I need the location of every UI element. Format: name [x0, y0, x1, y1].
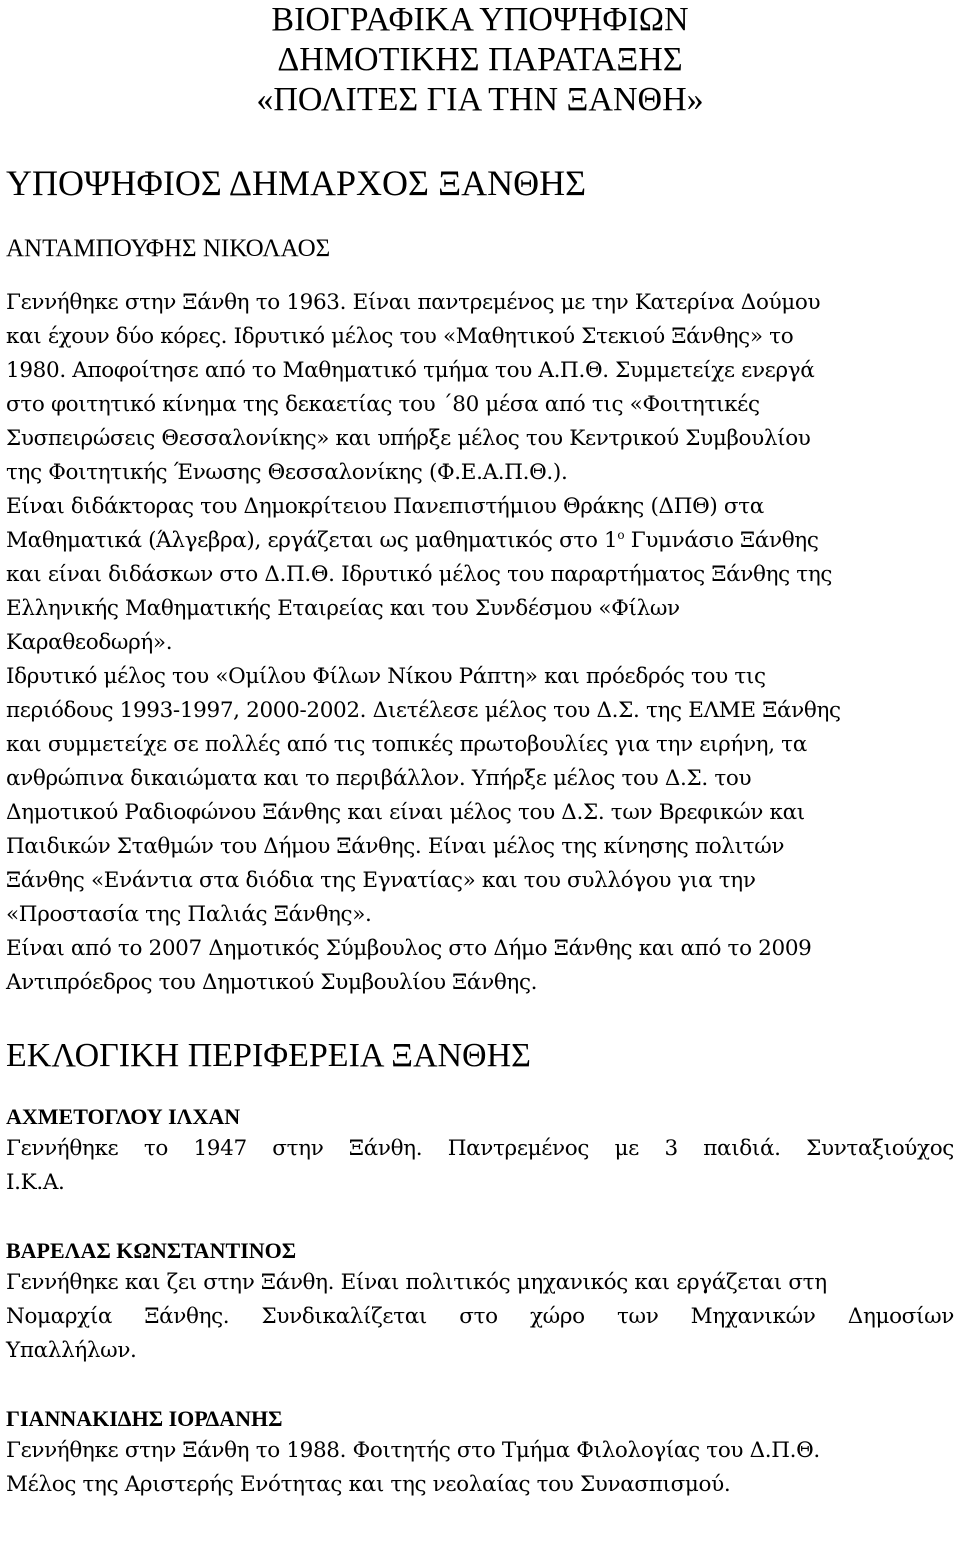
document-page — [6, 0, 954, 1502]
mayor-bio — [6, 286, 954, 1000]
candidate-bio-line: Νομαρχία Ξάνθης. Συνδικαλίζεται στο χώρο των Μηχανικών Δημοσίων — [6, 1304, 954, 1329]
bio-line: και συμμετείχε σε πολλές από τις τοπικές πρωτοβουλίες για την ειρήνη, τα — [6, 732, 807, 757]
bio-line: Ιδρυτικό μέλος του «Ομίλου Φίλων Νίκου Ράπτη» και πρόεδρός του τις — [6, 664, 766, 689]
candidate-bio-line: Υπαλλήλων. — [6, 1338, 137, 1363]
candidate-bio — [6, 1434, 954, 1502]
candidate-bio — [6, 1132, 954, 1200]
bio-line: Ξάνθης «Ενάντια στα διόδια της Εγνατίας» και του συλλόγου για την — [6, 868, 756, 893]
candidate-name: ΒΑΡΕΛΑΣ ΚΩΝΣΤΑΝΤΙΝΟΣ — [6, 1238, 297, 1263]
bio-line: ανθρώπινα δικαιώματα και το περιβάλλον. Υπήρξε μέλος του Δ.Σ. του — [6, 766, 752, 791]
bio-line: Καραθεοδωρή». — [6, 630, 173, 655]
bio-line: Γεννήθηκε στην Ξάνθη το 1963. Είναι παντρεμένος με την Κατερίνα Δούμου — [6, 290, 821, 315]
mayor-heading: ΥΠΟΨΗΦΙΟΣ ΔΗΜΑΡΧΟΣ ΞΑΝΘΗΣ — [6, 163, 587, 203]
candidate-bio-line: Ι.Κ.Α. — [6, 1170, 65, 1195]
bio-line: και έχουν δύο κόρες. Ιδρυτικό μέλος του «Μαθητικού Στεκιού Ξάνθης» το — [6, 324, 794, 349]
bio-line: και είναι διδάσκων στο Δ.Π.Θ. Ιδρυτικό μέλος του παραρτήματος Ξάνθης της — [6, 562, 833, 587]
candidate-entry — [6, 1404, 954, 1502]
bio-line: Παιδικών Σταθμών του Δήμου Ξάνθης. Είναι μέλος της κίνησης πολιτών — [6, 834, 785, 859]
mayor-name: ΑΝΤΑΜΠΟΥΦΗΣ ΝΙΚΟΛΑΟΣ — [6, 235, 331, 262]
bio-line: Είναι από το 2007 Δημοτικός Σύμβουλος στο Δήμο Ξάνθης και από το 2009 — [6, 936, 812, 961]
candidate-entry — [6, 1102, 954, 1200]
bio-line: Είναι διδάκτορας του Δημοκρίτειου Πανεπιστήμιου Θράκης (ΔΠΘ) στα — [6, 494, 764, 519]
candidate-bio-line: Γεννήθηκε και ζει στην Ξάνθη. Είναι πολιτικός μηχανικός και εργάζεται στη — [6, 1270, 827, 1295]
bio-line: Ελληνικής Μαθηματικής Εταιρείας και του Συνδέσμου «Φίλων — [6, 596, 680, 621]
candidate-name: ΓΙΑΝΝΑΚΙΔΗΣ ΙΟΡΔΑΝΗΣ — [6, 1406, 283, 1431]
bio-line: περιόδους 1993-1997, 2000-2002. Διετέλεσε μέλος του Δ.Σ. της ΕΛΜΕ Ξάνθης — [6, 698, 841, 723]
title-line-1: ΒΙΟΓΡΑΦΙΚΑ ΥΠΟΨΗΦΙΩΝ — [271, 1, 689, 38]
candidate-bio — [6, 1266, 954, 1368]
candidate-bio-line: Γεννήθηκε το 1947 στην Ξάνθη. Παντρεμένος με 3 παιδιά. Συνταξιούχος — [6, 1136, 954, 1161]
bio-line: στο φοιτητικό κίνημα της δεκαετίας του ΄80 μέσα από τις «Φοιτητικές — [6, 392, 760, 417]
candidate-entry — [6, 1236, 954, 1368]
bio-line: Δημοτικού Ραδιοφώνου Ξάνθης και είναι μέλος του Δ.Σ. των Βρεφικών και — [6, 800, 805, 825]
candidate-bio-line: Μέλος της Αριστερής Ενότητας και της νεολαίας του Συνασπισμού. — [6, 1472, 731, 1497]
ordinal-superscript: ο — [617, 528, 625, 542]
bio-line: της Φοιτητικής Ένωσης Θεσσαλονίκης (Φ.Ε.Α.Π.Θ.). — [6, 460, 568, 485]
candidate-bio-line: Γεννήθηκε στην Ξάνθη το 1988. Φοιτητής στο Τμήμα Φιλολογίας του Δ.Π.Θ. — [6, 1438, 820, 1463]
candidate-name: ΑΧΜΕΤΟΓΛΟΥ ΙΛΧΑΝ — [6, 1104, 241, 1129]
bio-line-8-end: Γυμνάσιο Ξάνθης — [624, 528, 819, 553]
title-line-2: ΔΗΜΟΤΙΚΗΣ ΠΑΡΑΤΑΞΗΣ — [277, 41, 683, 78]
bio-line-8-start: Μαθηματικά (Άλγεβρα), εργάζεται ως μαθηματικός στο 1 — [6, 528, 618, 553]
region-heading: ΕΚΛΟΓΙΚΗ ΠΕΡΙΦΕΡΕΙΑ ΞΑΝΘΗΣ — [6, 1037, 531, 1074]
bio-line: «Προστασία της Παλιάς Ξάνθης». — [6, 902, 372, 927]
bio-line: 1980. Αποφοίτησε από το Μαθηματικό τμήμα του Α.Π.Θ. Συμμετείχε ενεργά — [6, 358, 815, 383]
title-line-3: «ΠΟΛΙΤΕΣ ΓΙΑ ΤΗΝ ΞΑΝΘΗ» — [256, 81, 704, 118]
bio-line — [6, 524, 954, 558]
bio-line: Αντιπρόεδρος του Δημοτικού Συμβουλίου Ξάνθης. — [6, 970, 538, 995]
document-title — [6, 0, 954, 120]
bio-line: Συσπειρώσεις Θεσσαλονίκης» και υπήρξε μέλος του Κεντρικού Συμβουλίου — [6, 426, 811, 451]
